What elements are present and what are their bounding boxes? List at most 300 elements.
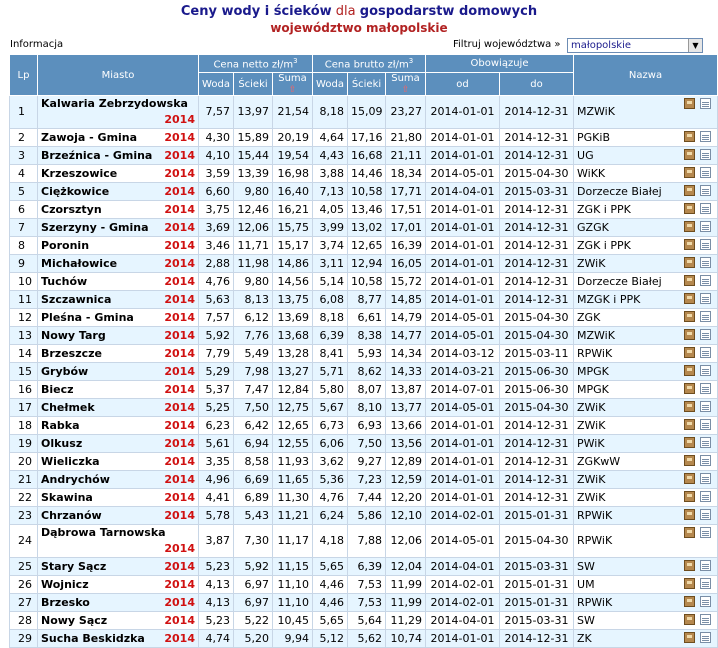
header-scieki-brutto[interactable]: Ścieki	[348, 73, 386, 96]
year-badge: 2014	[164, 256, 195, 270]
cell-scieki-netto: 11,98	[234, 255, 273, 273]
cell-lp: 7	[10, 219, 38, 237]
table-row	[10, 558, 718, 576]
cell-scieki-netto: 8,58	[234, 453, 273, 471]
book-icon[interactable]	[684, 203, 695, 214]
document-icon[interactable]	[700, 293, 711, 304]
cell-suma-netto: 13,68	[273, 327, 313, 345]
document-icon[interactable]	[700, 365, 711, 376]
table-row	[10, 576, 718, 594]
city-name[interactable]: Poronin	[41, 238, 90, 252]
cell-woda-brutto: 5,12	[313, 630, 348, 648]
voivodeship-select[interactable]	[567, 38, 703, 53]
year-badge: 2014	[164, 310, 195, 324]
cell-woda-brutto: 6,73	[313, 417, 348, 435]
table-row	[10, 291, 718, 309]
cell-suma-netto: 11,30	[273, 489, 313, 507]
header-lp[interactable]: Lp	[10, 55, 38, 96]
cell-lp: 13	[10, 327, 38, 345]
city-name[interactable]: Olkusz	[41, 436, 83, 450]
cell-do: 2015-01-31	[500, 576, 574, 594]
company-name: RPWiK	[577, 595, 613, 609]
document-icon[interactable]	[700, 329, 711, 340]
city-name[interactable]: Rabka	[41, 418, 80, 432]
book-icon[interactable]	[684, 596, 695, 607]
document-icon[interactable]	[700, 257, 711, 268]
cell-city[interactable]	[38, 525, 199, 558]
document-icon[interactable]	[700, 437, 711, 448]
book-icon[interactable]	[684, 347, 695, 358]
city-name[interactable]: Chrzanów	[41, 508, 102, 522]
cell-woda-netto: 5,23	[199, 612, 234, 630]
book-icon[interactable]	[684, 560, 695, 571]
table-row	[10, 129, 718, 147]
cell-woda-brutto: 3,11	[313, 255, 348, 273]
document-icon[interactable]	[700, 185, 711, 196]
header-do[interactable]: do	[500, 73, 574, 96]
cell-lp: 9	[10, 255, 38, 273]
cell-scieki-netto: 11,71	[234, 237, 273, 255]
cell-scieki-netto: 5,43	[234, 507, 273, 525]
cell-woda-brutto: 8,41	[313, 345, 348, 363]
cell-woda-netto: 4,13	[199, 576, 234, 594]
document-icon[interactable]	[700, 131, 711, 142]
cell-lp: 4	[10, 165, 38, 183]
header-cena-brutto: Cena brutto $zł/m^3$	[313, 55, 426, 73]
header-nazwa[interactable]: Nazwa	[574, 55, 718, 96]
cell-city[interactable]	[38, 363, 199, 381]
table-row	[10, 201, 718, 219]
cell-do: 2015-06-30	[500, 381, 574, 399]
company-name: ZK	[577, 631, 592, 645]
year-badge: 2014	[164, 418, 195, 432]
cell-od: 2014-05-01	[426, 165, 500, 183]
cell-suma-brutto: 12,59	[386, 471, 426, 489]
cell-lp: 23	[10, 507, 38, 525]
book-icon[interactable]	[684, 293, 695, 304]
cell-od: 2014-07-01	[426, 381, 500, 399]
document-icon[interactable]	[700, 614, 711, 625]
cell-suma-netto: 11,21	[273, 507, 313, 525]
cell-suma-netto: 15,17	[273, 237, 313, 255]
cell-od: 2014-01-01	[426, 219, 500, 237]
cell-suma-netto: 16,40	[273, 183, 313, 201]
prices-table	[9, 54, 718, 648]
cell-scieki-netto: 15,44	[234, 147, 273, 165]
cell-suma-netto: 11,10	[273, 594, 313, 612]
document-icon[interactable]	[700, 491, 711, 502]
cell-city[interactable]	[38, 345, 199, 363]
year-badge: 2014	[164, 328, 195, 342]
cell-city[interactable]	[38, 594, 199, 612]
cell-suma-netto: 11,17	[273, 525, 313, 558]
cell-lp: 3	[10, 147, 38, 165]
filter-label: Filtruj województwa »	[453, 39, 561, 50]
cell-scieki-netto: 6,12	[234, 309, 273, 327]
document-icon[interactable]	[700, 455, 711, 466]
document-icon[interactable]	[700, 527, 711, 538]
document-icon[interactable]	[700, 509, 711, 520]
cell-suma-brutto: 21,11	[386, 147, 426, 165]
cell-woda-netto: 6,60	[199, 183, 234, 201]
cell-do: 2015-03-31	[500, 612, 574, 630]
book-icon[interactable]	[684, 329, 695, 340]
book-icon[interactable]	[684, 167, 695, 178]
city-name[interactable]: Brzeźnica - Gmina	[41, 148, 153, 162]
cell-scieki-netto: 6,97	[234, 576, 273, 594]
chevron-down-icon[interactable]: ▼	[688, 39, 702, 52]
cell-city[interactable]	[38, 291, 199, 309]
cell-woda-netto: 4,74	[199, 630, 234, 648]
document-icon[interactable]	[700, 167, 711, 178]
city-name[interactable]: Dąbrowa Tarnowska	[41, 526, 166, 539]
book-icon[interactable]	[684, 221, 695, 232]
table-row	[10, 255, 718, 273]
document-icon[interactable]	[700, 311, 711, 322]
cell-do: 2015-04-30	[500, 309, 574, 327]
cell-nazwa	[574, 201, 718, 219]
cell-city[interactable]	[38, 612, 199, 630]
cell-scieki-brutto: 5,62	[348, 630, 386, 648]
book-icon[interactable]	[684, 383, 695, 394]
cell-city[interactable]	[38, 165, 199, 183]
cell-city[interactable]	[38, 201, 199, 219]
book-icon[interactable]	[684, 419, 695, 430]
city-name[interactable]: Biecz	[41, 382, 74, 396]
cell-lp: 22	[10, 489, 38, 507]
cell-woda-netto: 3,69	[199, 219, 234, 237]
cell-city[interactable]	[38, 237, 199, 255]
cell-suma-brutto: 13,56	[386, 435, 426, 453]
table-row	[10, 630, 718, 648]
cell-suma-brutto: 12,20	[386, 489, 426, 507]
company-name: MZGK i PPK	[577, 292, 641, 306]
city-name[interactable]: Brzeszcze	[41, 346, 103, 360]
cell-scieki-netto: 7,47	[234, 381, 273, 399]
cell-scieki-netto: 9,80	[234, 273, 273, 291]
cell-suma-brutto: 16,05	[386, 255, 426, 273]
cell-woda-brutto: 3,74	[313, 237, 348, 255]
cell-woda-brutto: 4,64	[313, 129, 348, 147]
year-badge: 2014	[164, 595, 195, 609]
year-badge: 2014	[164, 454, 195, 468]
cell-city[interactable]	[38, 273, 199, 291]
document-icon[interactable]	[700, 632, 711, 643]
cell-suma-netto: 12,65	[273, 417, 313, 435]
book-icon[interactable]	[684, 131, 695, 142]
document-icon[interactable]	[700, 560, 711, 571]
cell-suma-brutto: 16,39	[386, 237, 426, 255]
book-icon[interactable]	[684, 401, 695, 412]
year-badge: 2014	[164, 542, 195, 555]
cell-nazwa	[574, 630, 718, 648]
cell-city[interactable]	[38, 129, 199, 147]
city-name[interactable]: Skawina	[41, 490, 93, 504]
company-name: ZWiK	[577, 400, 606, 414]
document-icon[interactable]	[700, 347, 711, 358]
cell-nazwa	[574, 612, 718, 630]
book-icon[interactable]	[684, 614, 695, 625]
year-badge: 2014	[164, 202, 195, 216]
cell-city[interactable]	[38, 489, 199, 507]
cell-nazwa	[574, 525, 718, 558]
header-suma-brutto[interactable]: Suma ⇧	[386, 73, 426, 96]
city-name[interactable]: Nowy Sącz	[41, 613, 108, 627]
cell-city[interactable]	[38, 309, 199, 327]
cell-city[interactable]	[38, 417, 199, 435]
page-title	[0, 4, 718, 20]
cell-od: 2014-05-01	[426, 525, 500, 558]
cell-city[interactable]	[38, 255, 199, 273]
cell-scieki-netto: 7,98	[234, 363, 273, 381]
cell-od: 2014-01-01	[426, 630, 500, 648]
table-row	[10, 399, 718, 417]
cell-od: 2014-04-01	[426, 558, 500, 576]
company-name: ZWiK	[577, 490, 606, 504]
cell-suma-brutto: 13,77	[386, 399, 426, 417]
cell-scieki-brutto: 10,58	[348, 273, 386, 291]
cell-scieki-brutto: 5,86	[348, 507, 386, 525]
cell-city[interactable]	[38, 471, 199, 489]
year-badge: 2014	[164, 220, 195, 234]
cell-do: 2015-04-30	[500, 399, 574, 417]
book-icon[interactable]	[684, 527, 695, 538]
cell-suma-brutto: 11,99	[386, 594, 426, 612]
cell-woda-netto: 3,35	[199, 453, 234, 471]
cell-lp: 25	[10, 558, 38, 576]
cell-woda-brutto: 5,65	[313, 612, 348, 630]
cell-od: 2014-02-01	[426, 594, 500, 612]
cell-suma-netto: 13,27	[273, 363, 313, 381]
cell-suma-brutto: 15,72	[386, 273, 426, 291]
document-icon[interactable]	[700, 239, 711, 250]
company-name: ZWiK	[577, 418, 606, 432]
city-name[interactable]: Nowy Targ	[41, 328, 106, 342]
city-name[interactable]: Pleśna - Gmina	[41, 310, 134, 324]
cell-city[interactable]	[38, 630, 199, 648]
cell-city[interactable]	[38, 453, 199, 471]
title-part-1: Ceny wody i ścieków	[180, 4, 332, 19]
company-name: ZGK	[577, 310, 601, 324]
book-icon[interactable]	[684, 365, 695, 376]
cell-scieki-netto: 5,22	[234, 612, 273, 630]
cell-do: 2014-12-31	[500, 219, 574, 237]
company-name: WiKK	[577, 166, 606, 180]
city-name[interactable]: Sucha Beskidzka	[41, 631, 145, 645]
header-scieki-netto[interactable]: Ścieki	[234, 73, 273, 96]
table-row	[10, 183, 718, 201]
cell-do: 2014-12-31	[500, 291, 574, 309]
cell-suma-netto: 11,93	[273, 453, 313, 471]
cell-scieki-brutto: 7,53	[348, 576, 386, 594]
city-name[interactable]: Szerzyny - Gmina	[41, 220, 149, 234]
document-icon[interactable]	[700, 473, 711, 484]
table-row	[10, 165, 718, 183]
cell-lp: 26	[10, 576, 38, 594]
cell-nazwa	[574, 453, 718, 471]
cell-city[interactable]	[38, 435, 199, 453]
document-icon[interactable]	[700, 203, 711, 214]
cell-do: 2014-12-31	[500, 201, 574, 219]
city-name[interactable]: Stary Sącz	[41, 559, 107, 573]
cell-suma-brutto: 12,10	[386, 507, 426, 525]
city-name[interactable]: Grybów	[41, 364, 89, 378]
city-name[interactable]: Brzesko	[41, 595, 90, 609]
cell-woda-netto: 5,25	[199, 399, 234, 417]
cell-woda-netto: 3,46	[199, 237, 234, 255]
cell-scieki-netto: 13,39	[234, 165, 273, 183]
city-name[interactable]: Kalwaria Zebrzydowska	[41, 97, 188, 110]
header-woda-netto[interactable]: Woda	[199, 73, 234, 96]
cell-od: 2014-02-01	[426, 507, 500, 525]
document-icon[interactable]	[700, 578, 711, 589]
cell-lp: 10	[10, 273, 38, 291]
title-part-2: dla	[331, 4, 360, 19]
cell-woda-brutto: 4,76	[313, 489, 348, 507]
header-woda-brutto[interactable]: Woda	[313, 73, 348, 96]
cell-city[interactable]	[38, 576, 199, 594]
book-icon[interactable]	[684, 275, 695, 286]
book-icon[interactable]	[684, 509, 695, 520]
cell-woda-brutto: 8,18	[313, 309, 348, 327]
book-icon[interactable]	[684, 455, 695, 466]
document-icon[interactable]	[700, 221, 711, 232]
cell-lp: 18	[10, 417, 38, 435]
table-row	[10, 219, 718, 237]
cell-woda-brutto: 6,08	[313, 291, 348, 309]
document-icon[interactable]	[700, 419, 711, 430]
cell-city[interactable]	[38, 381, 199, 399]
cell-lp: 19	[10, 435, 38, 453]
header-suma-netto[interactable]: Suma ⇧	[273, 73, 313, 96]
cell-suma-netto: 13,75	[273, 291, 313, 309]
cell-nazwa	[574, 489, 718, 507]
cell-lp: 14	[10, 345, 38, 363]
cell-woda-brutto: 3,62	[313, 453, 348, 471]
book-icon[interactable]	[684, 437, 695, 448]
cell-od: 2014-01-01	[426, 96, 500, 129]
header-od[interactable]: od	[426, 73, 500, 96]
book-icon[interactable]	[684, 491, 695, 502]
city-name[interactable]: Ciężkowice	[41, 184, 110, 198]
table-row	[10, 309, 718, 327]
cell-scieki-netto: 9,80	[234, 183, 273, 201]
header-miasto[interactable]: Miasto	[38, 55, 199, 96]
cell-scieki-brutto: 6,93	[348, 417, 386, 435]
table-row	[10, 453, 718, 471]
city-name[interactable]: Zawoja - Gmina	[41, 130, 138, 144]
book-icon[interactable]	[684, 185, 695, 196]
cell-od: 2014-03-21	[426, 363, 500, 381]
city-name[interactable]: Chełmek	[41, 400, 95, 414]
company-name: MZWiK	[577, 105, 615, 118]
cell-city[interactable]	[38, 219, 199, 237]
cell-suma-brutto: 13,87	[386, 381, 426, 399]
cell-suma-netto: 11,65	[273, 471, 313, 489]
city-name[interactable]: Wieliczka	[41, 454, 100, 468]
document-icon[interactable]	[700, 149, 711, 160]
cell-lp: 2	[10, 129, 38, 147]
cell-nazwa	[574, 363, 718, 381]
info-link[interactable]: Informacja	[10, 39, 64, 50]
company-name: UG	[577, 148, 594, 162]
cell-woda-brutto: 5,71	[313, 363, 348, 381]
cell-od: 2014-01-01	[426, 435, 500, 453]
cell-city[interactable]	[38, 147, 199, 165]
cell-scieki-netto: 5,92	[234, 558, 273, 576]
book-icon[interactable]	[684, 257, 695, 268]
cell-suma-netto: 13,28	[273, 345, 313, 363]
city-name[interactable]: Michałowice	[41, 256, 118, 270]
city-name[interactable]: Krzeszowice	[41, 166, 118, 180]
cell-city[interactable]	[38, 183, 199, 201]
cell-scieki-netto: 13,97	[234, 96, 273, 129]
book-icon[interactable]	[684, 239, 695, 250]
cell-woda-brutto: 6,06	[313, 435, 348, 453]
cell-suma-netto: 20,19	[273, 129, 313, 147]
cell-city[interactable]	[38, 327, 199, 345]
cell-suma-brutto: 14,33	[386, 363, 426, 381]
cell-woda-netto: 5,61	[199, 435, 234, 453]
book-icon[interactable]	[684, 632, 695, 643]
city-name[interactable]: Czorsztyn	[41, 202, 102, 216]
document-icon[interactable]	[700, 383, 711, 394]
book-icon[interactable]	[684, 149, 695, 160]
city-name[interactable]: Andrychów	[41, 472, 110, 486]
cell-lp: 8	[10, 237, 38, 255]
cell-do: 2015-06-30	[500, 363, 574, 381]
document-icon[interactable]	[700, 401, 711, 412]
cell-nazwa	[574, 255, 718, 273]
cell-suma-netto: 12,84	[273, 381, 313, 399]
document-icon[interactable]	[700, 98, 711, 109]
cell-suma-brutto: 14,34	[386, 345, 426, 363]
company-name: PGKiB	[577, 130, 610, 144]
cell-woda-netto: 4,13	[199, 594, 234, 612]
table-row	[10, 381, 718, 399]
cell-city[interactable]	[38, 558, 199, 576]
cell-od: 2014-01-01	[426, 417, 500, 435]
year-badge: 2014	[164, 274, 195, 288]
cell-lp: 12	[10, 309, 38, 327]
cell-city[interactable]	[38, 96, 199, 129]
year-badge: 2014	[164, 292, 195, 306]
book-icon[interactable]	[684, 98, 695, 109]
cell-od: 2014-04-01	[426, 183, 500, 201]
city-name[interactable]: Tuchów	[41, 274, 88, 288]
table-row	[10, 435, 718, 453]
city-name[interactable]: Wojnicz	[41, 577, 89, 591]
book-icon[interactable]	[684, 473, 695, 484]
cell-woda-brutto: 4,43	[313, 147, 348, 165]
cell-suma-brutto: 14,77	[386, 327, 426, 345]
cell-od: 2014-02-01	[426, 576, 500, 594]
company-name: ZGKwW	[577, 454, 621, 468]
cell-scieki-brutto: 5,64	[348, 612, 386, 630]
year-badge: 2014	[164, 490, 195, 504]
voivodeship-select-value: małopolskie	[571, 40, 632, 51]
book-icon[interactable]	[684, 578, 695, 589]
document-icon[interactable]	[700, 596, 711, 607]
cell-suma-netto: 12,75	[273, 399, 313, 417]
city-name[interactable]: Szczawnica	[41, 292, 112, 306]
cell-suma-brutto: 12,04	[386, 558, 426, 576]
cell-scieki-brutto: 8,77	[348, 291, 386, 309]
cell-city[interactable]	[38, 399, 199, 417]
document-icon[interactable]	[700, 275, 711, 286]
cell-city[interactable]	[38, 507, 199, 525]
book-icon[interactable]	[684, 311, 695, 322]
